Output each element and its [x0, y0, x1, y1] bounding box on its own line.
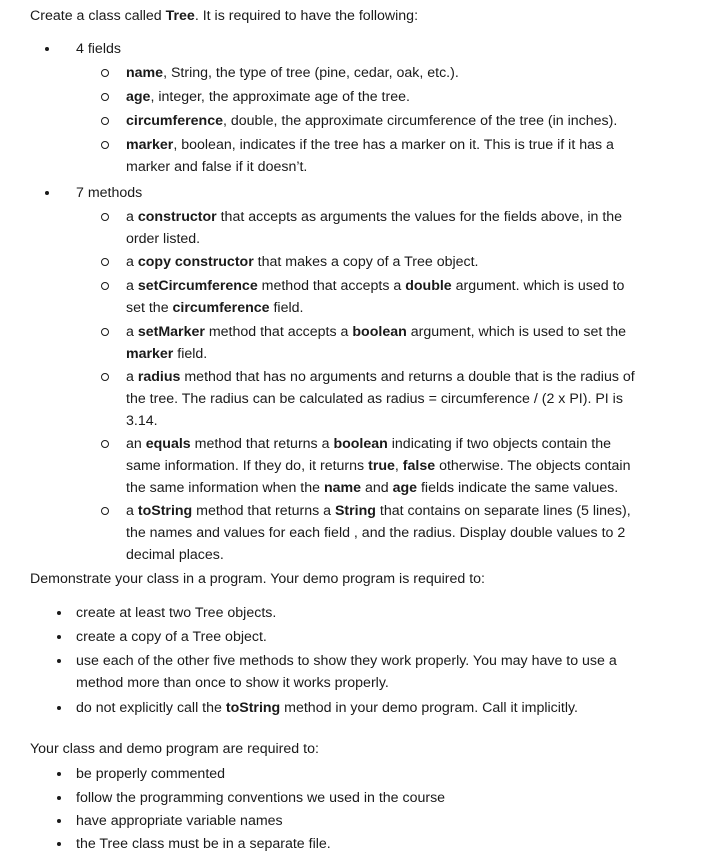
intro-rendered: Create a class called Tree. It is required to have the following: [30, 8, 419, 24]
bullet-dot-icon [57, 659, 61, 663]
bullet-dot-icon [57, 635, 61, 639]
method-constructor-cont: order listed. [126, 231, 201, 247]
bullet-dot-icon [45, 191, 49, 195]
bullet-dot-icon [45, 47, 49, 51]
method-tostring-cont: the names and values for each field , and the radius. Display double values to 2 [126, 525, 626, 541]
bullet-dot-icon [57, 842, 61, 846]
req-item: the Tree class must be in a separate file. [76, 836, 331, 852]
fields-heading: 4 fields [76, 41, 121, 57]
circle-bullet-icon [101, 440, 109, 448]
field-circumference: circumference, double, the approximate circumference of the tree (in inches). [126, 113, 618, 129]
method-radius-cont2: 3.14. [126, 413, 158, 429]
method-radius: a radius method that has no arguments and returns a double that is the radius of [126, 369, 635, 385]
req-item: have appropriate variable names [76, 813, 283, 829]
req-item: follow the programming conventions we used in the course [76, 790, 446, 806]
circle-bullet-icon [101, 373, 109, 381]
bullet-dot-icon [57, 819, 61, 823]
req-item: be properly commented [76, 766, 226, 782]
field-marker: marker, boolean, indicates if the tree has a marker on it. This is true if it has a [126, 137, 614, 153]
demo-item-tostring: do not explicitly call the toString method in your demo program. Call it implicitly. [76, 700, 578, 716]
method-tostring-cont2: decimal places. [126, 547, 224, 563]
method-constructor: a constructor that accepts as arguments the values for the fields above, in the [126, 209, 623, 225]
method-equals-cont: same information. If they do, it returns true, false otherwise. The objects contain [126, 458, 631, 474]
field-age: age, integer, the approximate age of the tree. [126, 89, 410, 105]
circle-bullet-icon [101, 328, 109, 336]
circle-bullet-icon [101, 117, 109, 125]
bullet-dot-icon [57, 706, 61, 710]
circle-bullet-icon [101, 141, 109, 149]
circle-bullet-icon [101, 282, 109, 290]
method-setcircumference-cont: set the circumference field. [126, 300, 304, 316]
demo-item: create a copy of a Tree object. [76, 629, 267, 645]
circle-bullet-icon [101, 507, 109, 515]
bullet-dot-icon [57, 772, 61, 776]
method-tostring: a toString method that returns a String that contains on separate lines (5 lines), [126, 503, 631, 519]
circle-bullet-icon [101, 69, 109, 77]
demo-intro: Demonstrate your class in a program. Your demo program is required to: [30, 571, 486, 587]
demo-item: create at least two Tree objects. [76, 605, 277, 621]
reqs-intro: Your class and demo program are required to: [30, 741, 319, 757]
method-equals: an equals method that returns a boolean indicating if two objects contain the [126, 436, 612, 452]
circle-bullet-icon [101, 93, 109, 101]
bullet-dot-icon [57, 796, 61, 800]
circle-bullet-icon [101, 258, 109, 266]
field-name: name, String, the type of tree (pine, cedar, oak, etc.). [126, 65, 459, 81]
field-marker-cont: marker and false if it doesn’t. [126, 159, 308, 175]
demo-item-use-methods-cont: method more than once to show it works properly. [76, 675, 389, 691]
method-equals-cont2: the same information when the name and age fields indicate the same values. [126, 480, 619, 496]
method-setcircumference: a setCircumference method that accepts a double argument. which is used to [126, 278, 625, 294]
bullet-dot-icon [57, 611, 61, 615]
methods-heading: 7 methods [76, 185, 143, 201]
method-copy-constructor: a copy constructor that makes a copy of a Tree object. [126, 254, 479, 270]
circle-bullet-icon [101, 213, 109, 221]
method-radius-cont: the tree. The radius can be calculated as radius = circumference / (2 x PI). PI is [126, 391, 623, 407]
method-setmarker: a setMarker method that accepts a boolean argument, which is used to set the [126, 324, 626, 340]
method-setmarker-cont: marker field. [126, 346, 208, 362]
demo-item-use-methods: use each of the other five methods to show they work properly. You may have to use a [76, 653, 617, 669]
